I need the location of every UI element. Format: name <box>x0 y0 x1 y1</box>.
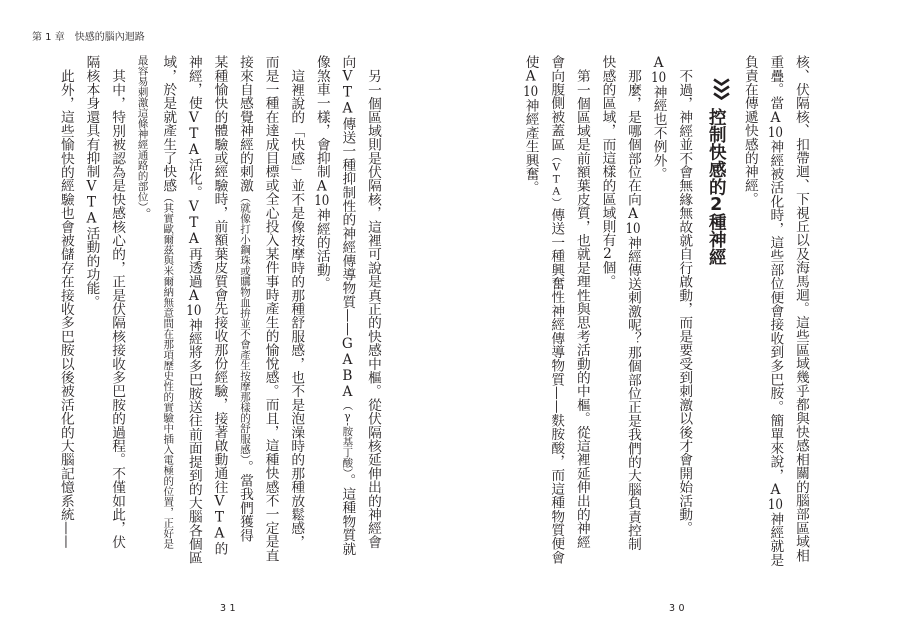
text-column: 不過，神經並不會無緣無故就自行啟動，而是要受到刺激以後才會開始活動。 <box>676 68 693 535</box>
text-column: 這裡說的「快感」並不是像按摩時的那種舒服感，也不是泡澡時的那種放鬆感， <box>288 68 305 549</box>
triple-chevron-icon <box>712 78 731 100</box>
column-text: 接來自感覺神經的刺激 <box>237 55 254 192</box>
right-page <box>517 55 813 567</box>
text-column: 使A10神經產生興奮。 <box>522 55 539 195</box>
text-column <box>543 55 569 567</box>
chapter-title: 快感的腦內迴路 <box>74 32 145 43</box>
text-column: 負責在傳遞快感的神經。 <box>741 55 758 206</box>
text-column: 第一個區域是前額葉皮質，也就是理性與思考活動的中樞。從這裡延伸出的神經 <box>573 68 590 549</box>
text-column: 快感的區域，而這樣的區域則有2個。 <box>599 55 616 288</box>
column-text: 。當我們獲得 <box>237 459 254 542</box>
column-text: 域，於是就產生了快感 <box>160 55 177 192</box>
column-text: 向VTA傳送一種抑制性的神經傳導物質——GABA <box>339 55 356 400</box>
text-column: 隔核本身還具有抑制VTA活動的功能。 <box>83 55 100 309</box>
column-text: 。這種物質就 <box>339 473 356 556</box>
inline-note: （γ-胺基丁酸） <box>341 399 354 474</box>
text-column <box>334 55 360 567</box>
inline-note: （就像打小鋼珠或購物血拚並不會產生按摩那樣的舒服感） <box>239 192 252 460</box>
text-column <box>231 55 257 567</box>
inline-note: 最容易刺激這條神經通路的部位） <box>136 55 149 208</box>
text-column: 其中，特別被認為是快感核心的，正是伏隔核接收多巴胺的過程。不僅如此，伏 <box>109 68 126 549</box>
text-column: A10神經也不例外。 <box>650 55 667 181</box>
text-column: 某種愉快的體驗或經驗時，前額葉皮質會先接收那份經驗，接著啟動通往VTA的 <box>211 55 228 556</box>
text-column: 神經，使VTA活化。VTA再透過A10神經將多巴胺送往前面提到的大腦各個區 <box>185 55 202 565</box>
text-column: 重疊。當A10神經被活化時，這些部位便會接收到多巴胺。簡單來說，A10神經就是 <box>767 55 784 567</box>
chapter-label: 第 1 章 <box>32 32 65 43</box>
column-text: 會向腹側被蓋區 <box>548 55 565 151</box>
text-column <box>129 55 155 567</box>
text-column <box>155 55 181 567</box>
page-number: 30 <box>669 603 689 614</box>
inline-note: （VTA） <box>550 150 563 208</box>
section-heading <box>696 55 736 567</box>
text-column: 而是一種在達成目標或全心投入某件事時產生的愉悅感。而且，這種快感不一定是直 <box>262 55 279 562</box>
inline-note: （其實歐爾茲與米爾納無意間在那項歷史性的實驗中插入電極的位置，正好是 <box>162 192 175 549</box>
section-heading-text: 控制快感的2種神經 <box>706 108 727 266</box>
text-column: 像煞車一樣，會抑制A10神經的活動。 <box>313 55 330 291</box>
running-head <box>32 31 145 45</box>
text-column: 另一個區域則是伏隔核，這裡可說是真正的快感中樞。從伏隔核延伸出的神經會 <box>365 68 381 549</box>
column-text: 傳送一種興奮性神經傳導物質——麩胺酸，而這種物質便會 <box>548 207 565 565</box>
column-text: 。 <box>134 207 151 221</box>
page-number: 31 <box>220 603 240 614</box>
text-column: 此外，這些愉快的經驗也會被儲存在接收多巴胺以後被活化的大腦記憶系統—— <box>57 68 74 549</box>
left-page <box>52 55 385 567</box>
text-column: 核、伏隔核、扣帶迴、下視丘以及海馬迴。這些區域幾乎都與快感相關的腦部區域相 <box>793 55 809 562</box>
text-column: 那麼，是哪個部位在向A10神經傳送刺激呢？那個部位正是我們的大腦負責控制 <box>625 68 642 551</box>
